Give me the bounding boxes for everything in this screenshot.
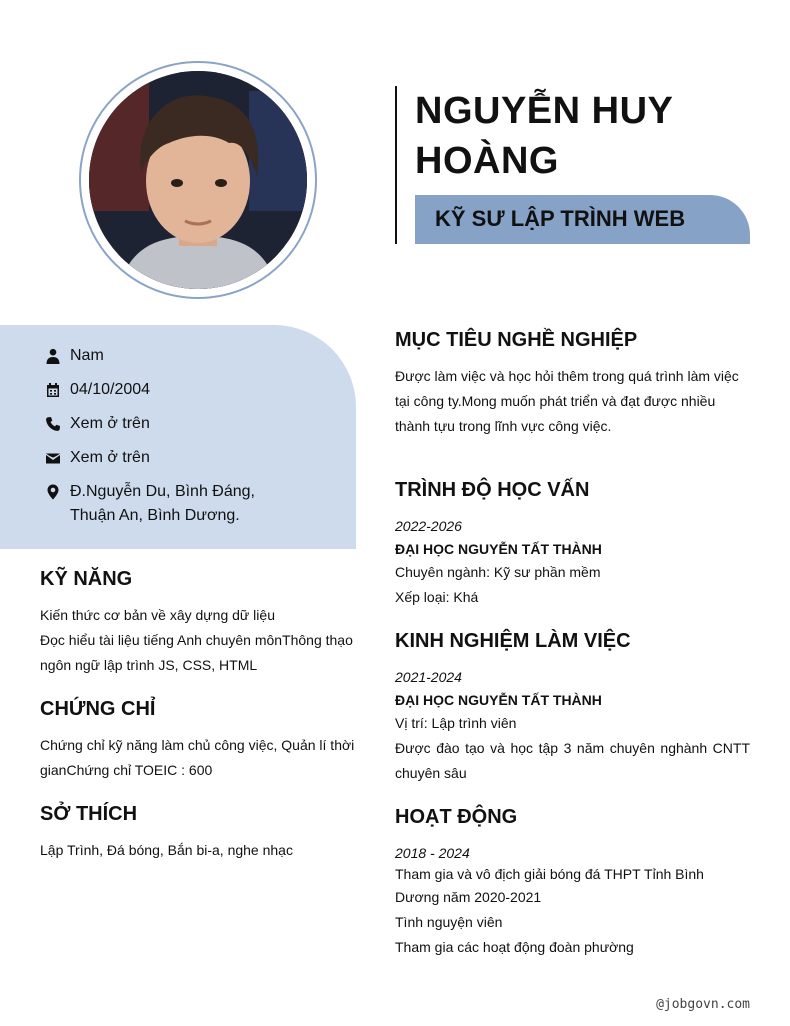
education-school: ĐẠI HỌC NGUYỄN TẤT THÀNH [395, 541, 602, 557]
birthday-text: 04/10/2004 [70, 381, 151, 398]
certificates-title: CHỨNG CHỈ [40, 698, 156, 720]
avatar [89, 71, 307, 289]
info-email [44, 446, 150, 470]
hobbies-text: Lập Trình, Đá bóng, Bắn bi-a, nghe nhạc [40, 842, 293, 858]
experience-position: Vị trí: Lập trình viên [395, 715, 517, 731]
info-address [44, 480, 304, 528]
skills-line-2: Đọc hiểu tài liệu tiếng Anh chuyên mônThông thạo ngôn ngữ lập trình JS, CSS, HTML [40, 632, 353, 673]
avatar-illustration [89, 71, 307, 289]
activities-date: 2018 - 2024 [395, 845, 470, 861]
info-birthday [44, 378, 150, 402]
skills-title: KỸ NĂNG [40, 568, 133, 590]
location-pin-icon [44, 480, 62, 504]
watermark: @jobgovn.com [656, 997, 750, 1012]
person-icon [44, 344, 62, 368]
education-title: TRÌNH ĐỘ HỌC VẤN [395, 479, 590, 501]
experience-company: ĐẠI HỌC NGUYỄN TẤT THÀNH [395, 692, 602, 708]
activities-item-2: Tình nguyện viên [395, 914, 503, 930]
phone-text: Xem ở trên [70, 415, 150, 432]
experience-title: KINH NGHIỆM LÀM VIỆC [395, 630, 631, 652]
activities-title: HOẠT ĐỘNG [395, 806, 518, 828]
experience-desc: Được đào tạo và học tập 3 năm chuyên nghành CNTT chuyên sâu [395, 740, 750, 781]
mail-icon [44, 446, 62, 470]
activities-item-1: Tham gia và vô địch giải bóng đá THPT Tỉnh Bình Dương năm 2020-2021 [395, 866, 704, 905]
certificates-text: Chứng chỉ kỹ năng làm chủ công việc, Quản lí thời gianChứng chỉ TOEIC : 600 [40, 737, 355, 778]
address-text: Đ.Nguyễn Du, Bình Đáng, Thuận An, Bình Dương. [70, 483, 255, 524]
info-gender [44, 344, 104, 368]
calendar-icon [44, 378, 62, 402]
objective-title: MỤC TIÊU NGHỀ NGHIỆP [395, 329, 638, 351]
phone-icon [44, 412, 62, 436]
hobbies-title: SỞ THÍCH [40, 803, 138, 825]
activities-item-3: Tham gia các hoạt động đoàn phường [395, 939, 634, 955]
full-name: NGUYỄN HUY HOÀNG [415, 90, 673, 182]
skills-line-1: Kiến thức cơ bản về xây dựng dữ liệu [40, 607, 275, 623]
gender-text: Nam [70, 347, 104, 364]
education-major: Chuyên ngành: Kỹ sư phần mềm [395, 564, 601, 580]
job-title: KỸ SƯ LẬP TRÌNH WEB [435, 206, 686, 231]
education-date: 2022-2026 [395, 518, 462, 534]
info-phone [44, 412, 150, 436]
name-divider [395, 86, 397, 244]
objective-text: Được làm việc và học hỏi thêm trong quá trình làm việc tại công ty.Mong muốn phát triển và đạt được nhiều thành tựu trong lĩnh vực công việc. [395, 368, 739, 434]
experience-date: 2021-2024 [395, 669, 462, 685]
email-text: Xem ở trên [70, 449, 150, 466]
education-grade: Xếp loại: Khá [395, 589, 479, 605]
